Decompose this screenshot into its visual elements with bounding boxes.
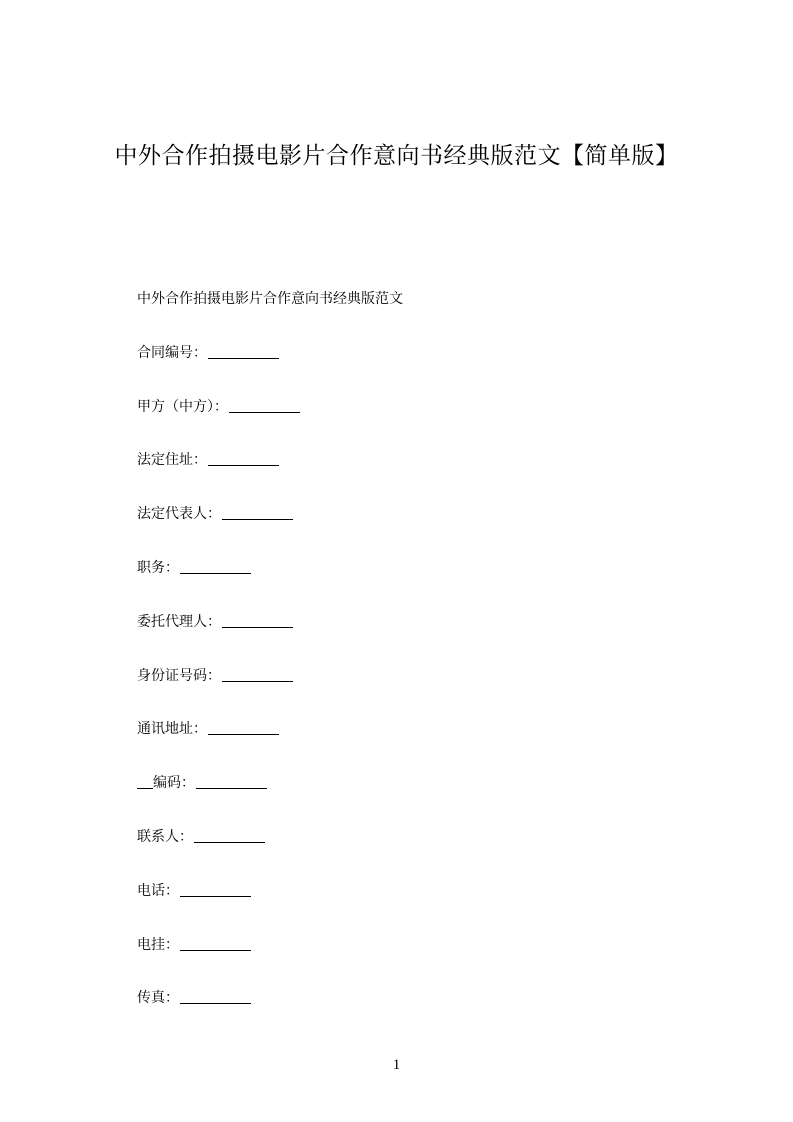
field-label: 联系人：: [137, 828, 193, 845]
field-label: 电话：: [137, 882, 179, 899]
field-cable: [137, 930, 697, 960]
field-postal-code: [137, 768, 697, 798]
fill-blank: [208, 344, 279, 359]
field-label: 职务：: [137, 559, 179, 576]
fill-blank: [229, 398, 300, 413]
fill-blank: [222, 667, 293, 682]
field-contact-person: [137, 822, 697, 852]
field-label: 合同编号：: [137, 344, 207, 361]
fill-blank: [196, 774, 267, 789]
field-label: 法定代表人：: [137, 506, 221, 523]
fill-blank: [222, 505, 293, 520]
fill-blank: [180, 882, 251, 897]
fill-blank: [208, 451, 279, 466]
fill-blank: [180, 989, 251, 1004]
field-legal-representative: [137, 499, 697, 529]
field-label: 编码：: [153, 775, 195, 792]
field-mailing-address: [137, 714, 697, 744]
fill-blank: [180, 936, 251, 951]
field-telephone: [137, 876, 697, 906]
field-id-number: [137, 661, 697, 691]
field-position: [137, 553, 697, 583]
field-party-a: [137, 392, 697, 422]
fill-blank: [208, 720, 279, 735]
field-legal-address: [137, 445, 697, 475]
document-body: [137, 284, 697, 1037]
page-number: 1: [392, 1057, 401, 1073]
field-label: 传真：: [137, 990, 179, 1007]
field-label: 委托代理人：: [137, 613, 221, 630]
field-label: 法定住址：: [137, 452, 207, 469]
fill-blank: [222, 613, 293, 628]
field-label: 甲方（中方）：: [137, 398, 228, 415]
field-authorized-agent: [137, 607, 697, 637]
field-label: 电挂：: [137, 936, 179, 953]
field-label: 通讯地址：: [137, 721, 207, 738]
fill-blank: [194, 828, 265, 843]
prefix-blank: [137, 774, 153, 789]
field-contract-number: [137, 338, 697, 368]
field-label: 身份证号码：: [137, 667, 221, 684]
document-subtitle: 中外合作拍摄电影片合作意向书经典版范文: [137, 291, 403, 307]
fill-blank: [180, 559, 251, 574]
document-title: 中外合作拍摄电影片合作意向书经典版范文【简单版】: [114, 143, 679, 169]
field-fax: [137, 983, 697, 1013]
